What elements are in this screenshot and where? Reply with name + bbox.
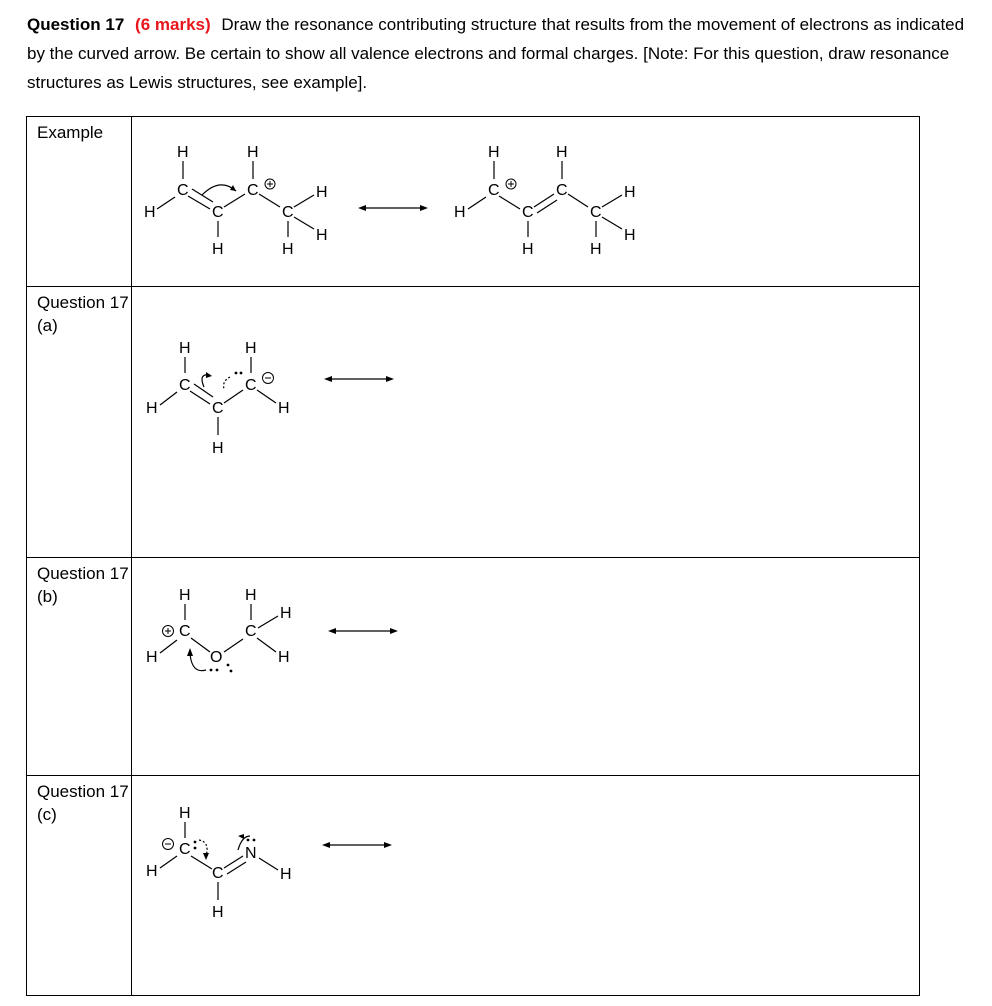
atom-n: N [245, 845, 257, 862]
atom-h: H [624, 184, 636, 201]
question-text [27, 10, 982, 97]
atom-c: C [179, 841, 191, 858]
atom-c: C [179, 377, 191, 394]
minus-charge-icon [163, 839, 174, 850]
atom-h: H [556, 144, 568, 161]
atom-c: C [212, 865, 224, 882]
atom-h: H [590, 241, 602, 258]
atom-h: H [146, 649, 158, 666]
answer-table [26, 116, 920, 996]
example-reactant [144, 144, 328, 258]
atom-h: H [144, 204, 156, 221]
answer-area-17a[interactable] [132, 287, 920, 558]
structure-17a [132, 287, 919, 557]
atom-h: H [179, 587, 191, 604]
atom-h: H [488, 144, 500, 161]
structure-17b [132, 558, 919, 775]
atom-h: H [278, 400, 290, 417]
atom-h: H [280, 605, 292, 622]
atom-c: C [245, 623, 257, 640]
atom-h: H [624, 227, 636, 244]
atom-h: H [245, 340, 257, 357]
resonance-arrow-icon [358, 205, 428, 211]
row-label-17c: Question 17 (c) [27, 776, 132, 996]
atom-h: H [316, 184, 328, 201]
atom-h: H [146, 863, 158, 880]
atom-c: C [556, 182, 568, 199]
atom-h: H [247, 144, 259, 161]
atom-c: C [212, 204, 224, 221]
atom-c: C [590, 204, 602, 221]
row-label-17b: Question 17 (b) [27, 558, 132, 776]
atom-h: H [278, 649, 290, 666]
atom-h: H [522, 241, 534, 258]
curved-arrow-icon [190, 654, 206, 671]
atom-h: H [179, 340, 191, 357]
question-marks: (6 marks) [135, 15, 211, 34]
plus-charge-icon [506, 179, 516, 189]
lone-pair-icon [194, 841, 197, 850]
example-drawing-cell[interactable] [132, 117, 920, 287]
resonance-arrow-icon [328, 628, 398, 634]
resonance-arrow-icon [324, 376, 394, 382]
atom-c: C [282, 204, 294, 221]
example-product [454, 144, 636, 258]
answer-area-17c[interactable] [132, 776, 920, 996]
question-body: Draw the resonance contributing structure that results from the movement of electrons as indicated by the curved arrow. Be certain to show all valence electrons and formal charges. [Note: For this question, draw resonance structures as Lewis structures, see example]. [27, 15, 965, 92]
atom-h: H [212, 440, 224, 457]
curved-arrow-icon [224, 377, 230, 389]
atom-c: C [245, 377, 257, 394]
atom-h: H [245, 587, 257, 604]
atom-c: C [177, 182, 189, 199]
atom-h: H [316, 227, 328, 244]
resonance-arrow-icon [322, 842, 392, 848]
atom-h: H [146, 400, 158, 417]
atom-c: C [179, 623, 191, 640]
plus-charge-icon [265, 179, 275, 189]
atom-h: H [212, 904, 224, 921]
atom-h: H [280, 866, 292, 883]
atom-c: C [522, 204, 534, 221]
atom-h: H [179, 805, 191, 822]
atom-c: C [488, 182, 500, 199]
minus-charge-icon [263, 373, 274, 384]
lone-pair-icon [235, 372, 243, 375]
row-label-example: Example [27, 117, 132, 287]
row-label-17a: Question 17 (a) [27, 287, 132, 558]
atom-c: C [212, 400, 224, 417]
lone-pair-icon [247, 839, 256, 842]
answer-area-17b[interactable] [132, 558, 920, 776]
atom-o: O [210, 649, 223, 666]
atom-h: H [454, 204, 466, 221]
plus-charge-icon [163, 626, 174, 637]
atom-h: H [282, 241, 294, 258]
example-structures [132, 117, 919, 286]
atom-h: H [212, 241, 224, 258]
atom-c: C [247, 182, 259, 199]
structure-17c [132, 776, 919, 995]
atom-h: H [177, 144, 189, 161]
question-number: Question 17 [27, 15, 125, 34]
